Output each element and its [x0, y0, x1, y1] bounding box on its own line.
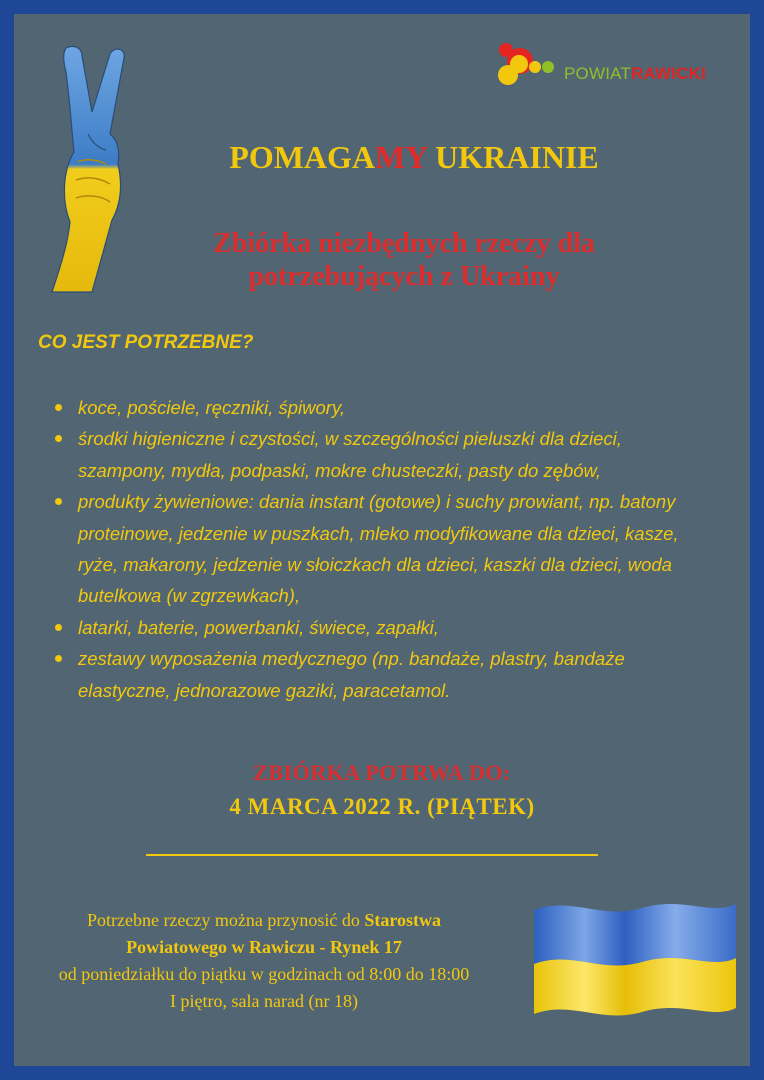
info-line1-bold: Starostwa	[364, 910, 442, 930]
logo-text-rawicki: RAWICKI	[631, 64, 707, 83]
list-item	[54, 612, 714, 643]
logo-text	[564, 64, 706, 84]
subtitle-line2: potrzebujących z Ukrainy	[248, 261, 560, 292]
deadline-date: 4 MARCA 2022 R. (PIĄTEK)	[229, 794, 535, 819]
bullet-icon	[55, 498, 62, 505]
needs-heading: CO JEST POTRZEBNE?	[38, 332, 254, 353]
title-part1: POMAGA	[229, 139, 376, 175]
info-line4: I piętro, sala narad (nr 18)	[170, 991, 358, 1011]
bullet-icon	[55, 435, 62, 442]
info-line2-bold: Powiatowego w Rawiczu - Rynek 17	[126, 937, 402, 957]
powiat-logo-icon	[484, 40, 564, 100]
list-item	[54, 643, 714, 706]
page-title	[134, 139, 694, 176]
subtitle	[144, 227, 664, 293]
list-item-text: zestawy wyposażenia medycznego (np. bandaże, plastry, bandaże elastyczne, jednorazowe gaziki, paracetamol.	[78, 648, 625, 701]
title-part3: UKRAINIE	[427, 139, 599, 175]
bullet-icon	[55, 404, 62, 411]
title-part2: MY	[375, 139, 428, 175]
subtitle-line1: Zbiórka niezbędnych rzeczy dla	[213, 228, 595, 259]
deadline-label: ZBIÓRKA POTRWA DO:	[253, 760, 511, 785]
info-line1	[22, 907, 506, 934]
list-item-text: środki higieniczne i czystości, w szczególności pieluszki dla dzieci, szampony, mydła, podpaski, mokre chusteczki, pasty do zębów,	[78, 428, 622, 481]
bullet-icon	[55, 624, 62, 631]
ukraine-flag-icon	[532, 896, 738, 1016]
list-item	[54, 423, 714, 486]
list-item	[54, 486, 714, 612]
needs-list	[54, 392, 714, 706]
divider	[146, 854, 598, 856]
dropoff-info	[22, 907, 506, 1015]
peace-hand-icon	[48, 42, 148, 294]
powiat-rawicki-logo[interactable]	[484, 40, 734, 100]
bullet-icon	[55, 655, 62, 662]
info-line2	[22, 934, 506, 961]
logo-text-powiat: POWIAT	[564, 64, 631, 83]
list-item-text: produkty żywieniowe: dania instant (gotowe) i suchy prowiant, np. batony proteinowe, jedzenie w puszkach, mleko modyfikowane dla dzieci, kasze, ryże, makarony, jedzenie w słoiczkach dla dzieci, kaszki dla dzieci, woda butelkowa (w zgrzewkach),	[78, 491, 679, 607]
info-line1-text: Potrzebne rzeczy można przynosić do	[86, 910, 365, 930]
list-item-text: latarki, baterie, powerbanki, świece, zapałki,	[78, 616, 439, 638]
list-item-text: koce, pościele, ręczniki, śpiwory,	[78, 397, 345, 418]
list-item	[54, 392, 714, 423]
poster	[14, 14, 750, 1066]
info-line3: od poniedziałku do piątku w godzinach od 8:00 do 18:00	[58, 964, 470, 984]
